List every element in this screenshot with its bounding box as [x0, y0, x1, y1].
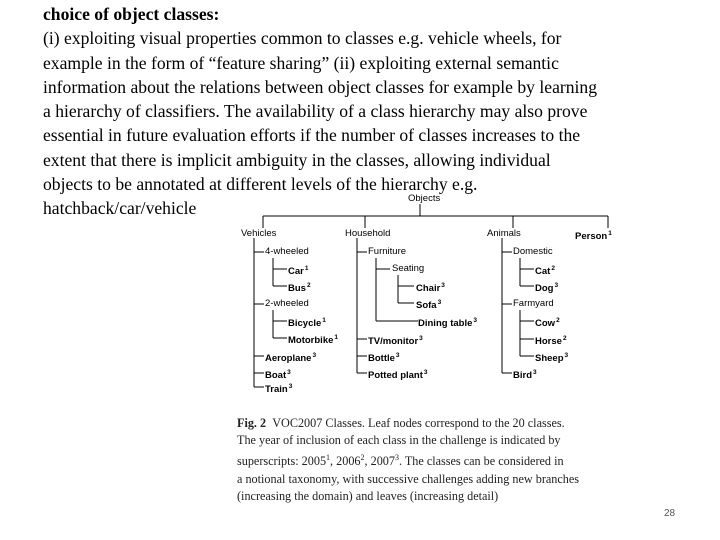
- caption-line: The year of inclusion of each class in the challenge is indicated by: [237, 433, 561, 448]
- tree-leaf-aeroplane: Aeroplane$^3$: [265, 352, 317, 364]
- tree-node-household: Household: [345, 228, 391, 239]
- tree-node-domestic: Domestic: [513, 246, 553, 257]
- paragraph-heading: choice of object classes:: [43, 4, 220, 24]
- tree-node-furniture: Furniture: [368, 246, 407, 257]
- tree-leaf-boat: Boat$^3$: [265, 369, 291, 381]
- tree-leaf-sofa: Sofa$^3$: [416, 299, 442, 311]
- tree-leaf-bus: Bus$^2$: [288, 282, 311, 294]
- paragraph-line: objects to be annotated at different levels of the hierarchy e.g.: [43, 174, 478, 195]
- paragraph-line: essential in future evaluation efforts if the number of classes increases to the: [43, 125, 581, 146]
- tree-leaf-person: Person$^1$: [575, 230, 612, 242]
- tree-leaf-bicycle: Bicycle$^1$: [288, 317, 326, 329]
- tree-leaf-bird: Bird$^3$: [513, 369, 537, 381]
- paragraph-line: extent that there is implicit ambiguity in the classes, allowing individual: [43, 149, 551, 170]
- tree-node-objects: Objects: [408, 193, 441, 204]
- figure-caption: [237, 415, 622, 505]
- tree-leaf-cat: Cat$^2$: [535, 265, 555, 277]
- tree-leaf-potted-plant: Potted plant$^3$: [368, 369, 428, 381]
- caption-line: Fig. 2 VOC2007 Classes. Leaf nodes correspond to the 20 classes.: [237, 416, 565, 430]
- tree-leaf-dog: Dog$^3$: [535, 282, 559, 294]
- caption-line: a notional taxonomy, with successive challenges adding new branches: [237, 471, 580, 486]
- caption-line: (increasing the domain) and leaves (increasing detail): [237, 488, 499, 503]
- tree-node-two-wheeled: 2-wheeled: [265, 298, 309, 309]
- paragraph-line: hatchback/car/vehicle: [43, 198, 197, 219]
- tree-leaf-motorbike: Motorbike$^1$: [288, 334, 339, 346]
- caption-label: Fig. 2: [237, 416, 267, 430]
- tree-node-seating: Seating: [392, 263, 425, 274]
- tree-leaf-chair: Chair$^3$: [416, 282, 445, 294]
- tree-leaf-cow: Cow$^2$: [535, 317, 560, 329]
- caption-line: superscripts: 2005$^1$, 2006$^2$, 2007$^3$. The classes can be considered in: [237, 453, 564, 469]
- tree-leaf-car: Car$^1$: [288, 265, 309, 277]
- paragraph-line: a hierarchy of classifiers. The availability of a class hierarchy may also prove: [43, 101, 588, 122]
- page-number: 28: [664, 508, 676, 519]
- body-paragraph: [43, 2, 683, 221]
- tree-leaf-bottle: Bottle$^3$: [368, 352, 400, 364]
- paragraph-line: (i) exploiting visual properties common to classes e.g. vehicle wheels, for: [43, 28, 562, 49]
- paragraph-line: information about the relations between object classes for example by learning: [43, 76, 598, 97]
- tree-node-farmyard: Farmyard: [513, 298, 554, 309]
- tree-node-vehicles: Vehicles: [241, 228, 277, 239]
- tree-node-four-wheeled: 4-wheeled: [265, 246, 309, 257]
- tree-leaf-dining-table: Dining table$^3$: [418, 317, 477, 329]
- tree-leaf-train: Train$^3$: [265, 383, 293, 395]
- class-hierarchy-figure: [230, 190, 630, 503]
- tree-leaf-tv-monitor: TV/monitor$^3$: [368, 335, 423, 347]
- tree-node-animals: Animals: [487, 228, 521, 239]
- tree-leaf-horse: Horse$^2$: [535, 335, 567, 347]
- paragraph-line: example in the form of “feature sharing” (ii) exploiting external semantic: [43, 52, 559, 73]
- tree-leaf-sheep: Sheep$^3$: [535, 352, 569, 364]
